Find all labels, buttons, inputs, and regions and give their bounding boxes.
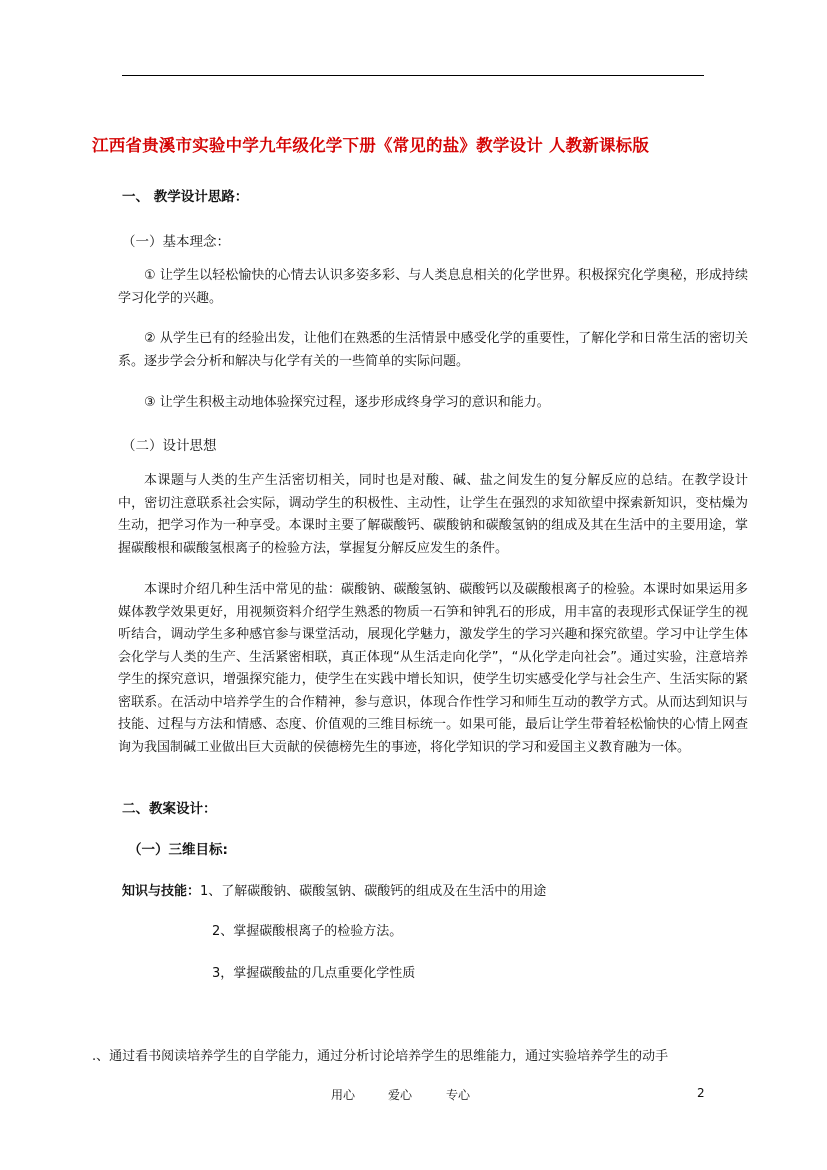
paragraph-5: 本课时介绍几种生活中常见的盐：碳酸钠、碳酸氢钠、碳酸钙以及碳酸根离子的检验。本课时如果运用多媒体教学效果更好，用视频资料介绍学生熟悉的物质一石笋和钟乳石的形成，用丰富的表现形式保证学生的视听结合，调动学生多种感官参与课堂活动，展现化学魅力，激发学生的学习兴趣和探究欲望。学习中让学生体会化学与人类的生产、生活紧密相联，真正体现“从生活走向化学”，“从化学走向社会”。通过实验，注意培养学生的探究意识，增强探究能力，使学生在实践中增长知识，使学生切实感受化学与社会生产、生活实际的紧密联系。在活动中培养学生的合作精神，参与意识，体现合作性学习和师生互动的教学方式。从而达到知识与技能、过程与方法和情感、态度、价值观的三维目标统一。如果可能，最后让学生带着轻松愉快的心情上网查询为我国制碱工业做出巨大贡献的侯德榜先生的事迹，将化学知识的学习和爱国主义教育融为一体。 bbox=[118, 582, 748, 755]
section1-sub1: （一）基本理念： bbox=[122, 234, 230, 250]
section1-p3-block bbox=[118, 392, 748, 415]
header-rule bbox=[122, 75, 704, 76]
knowledge-item-2: 2、掌握碳酸根离子的检验方法。 bbox=[212, 924, 403, 939]
section1-p1-block bbox=[118, 265, 748, 310]
footer-word-2: 爱心 bbox=[388, 1088, 413, 1102]
bottom-line-text: .、通过看书阅读培养学生的自学能力，通过分析讨论培养学生的思维能力，通过实验培养学生的动手 bbox=[92, 1049, 669, 1064]
footer-word-3: 专心 bbox=[446, 1088, 471, 1102]
section1-sub2: （二）设计思想 bbox=[122, 438, 217, 454]
knowledge-label: 知识与技能： bbox=[122, 884, 201, 899]
section2-heading: 二、教案设计： bbox=[122, 801, 217, 817]
knowledge-line bbox=[122, 880, 546, 899]
section2-sub1: （一）三维目标: bbox=[128, 842, 228, 858]
section1-p4-block bbox=[118, 470, 748, 560]
section1-p5-block bbox=[118, 579, 748, 759]
section1-heading: 一、 教学设计思路： bbox=[122, 189, 249, 205]
paragraph-1: ① 让学生以轻松愉快的心情去认识多姿多彩、与人类息息相关的化学世界。积极探究化学奥秘，形成持续学习化学的兴趣。 bbox=[118, 268, 748, 306]
knowledge-item-3: 3，掌握碳酸盐的几点重要化学性质 bbox=[212, 966, 416, 981]
section1-p2-block bbox=[118, 328, 748, 373]
paragraph-3: ③ 让学生积极主动地体验探究过程，逐步形成终身学习的意识和能力。 bbox=[144, 395, 550, 410]
knowledge-item-1: 1、了解碳酸钠、碳酸氢钠、碳酸钙的组成及在生活中的用途 bbox=[200, 884, 547, 899]
footer-word-1: 用心 bbox=[331, 1088, 356, 1102]
paragraph-2: ② 从学生已有的经验出发，让他们在熟悉的生活情景中感受化学的重要性，了解化学和日常生活的密切关系。逐步学会分析和解决与化学有关的一些简单的实际问题。 bbox=[118, 331, 748, 369]
paragraph-4: 本课题与人类的生产生活密切相关，同时也是对酸、碱、盐之间发生的复分解反应的总结。在教学设计中，密切注意联系社会实际，调动学生的积极性、主动性，让学生在强烈的求知欲望中探索新知识，变枯燥为生动，把学习作为一种享受。本课时主要了解碳酸钙、碳酸钠和碳酸氢钠的组成及其在生活中的主要用途，掌握碳酸根和碳酸氢根离子的检验方法，掌握复分解反应发生的条件。 bbox=[118, 473, 748, 556]
document-title: 江西省贵溪市实验中学九年级化学下册《常见的盐》教学设计 人教新课标版 bbox=[92, 136, 650, 155]
page-number: 2 bbox=[697, 1086, 705, 1100]
